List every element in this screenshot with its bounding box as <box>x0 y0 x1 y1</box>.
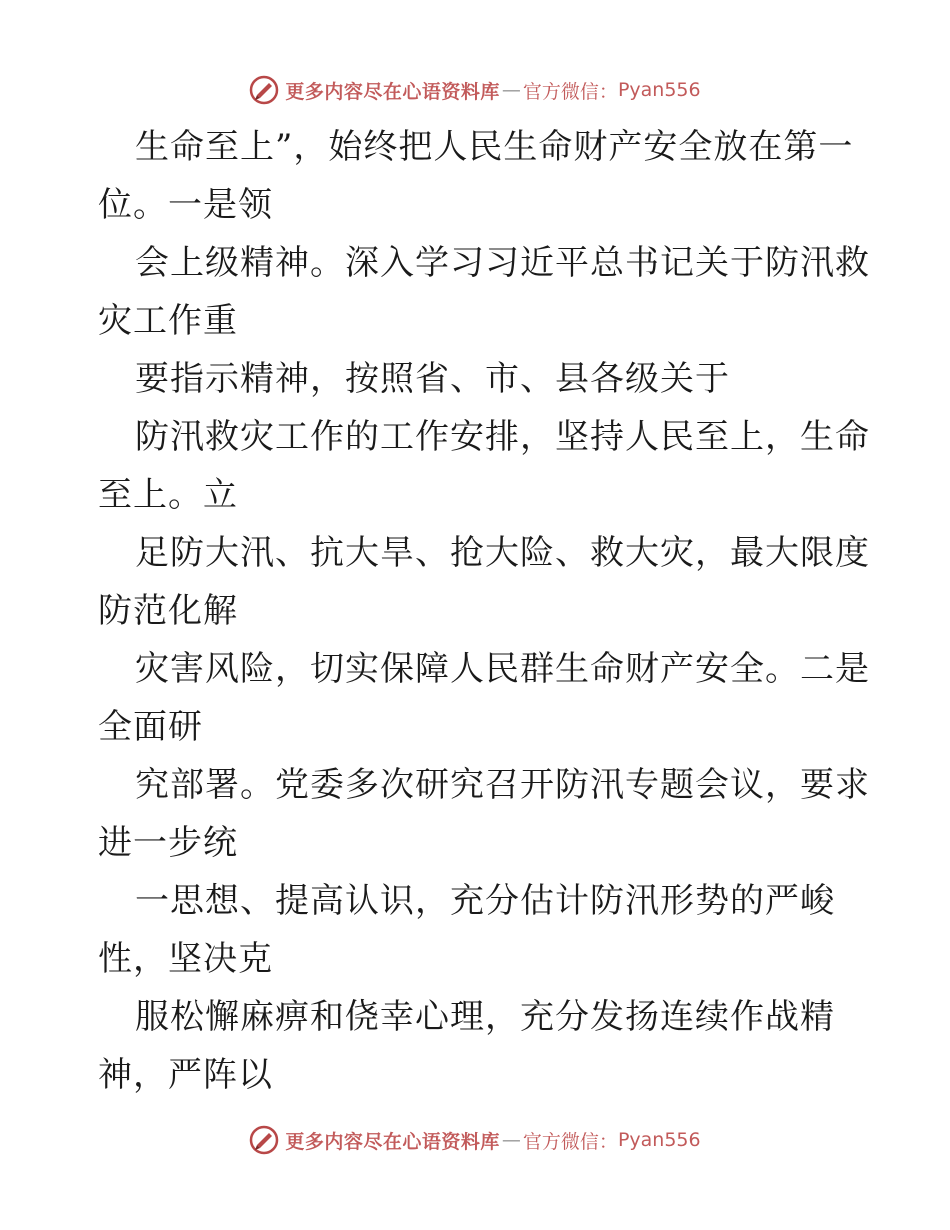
pen-logo-icon <box>249 75 279 105</box>
text-line: 会上级精神。深入学习习近平总书记关于防汛救 <box>135 243 870 283</box>
text-line: 灾工作重 <box>98 301 238 341</box>
text-line: 性，坚决克 <box>98 939 273 979</box>
text-line: 灾害风险，切实保障人民群生命财产安全。二是 <box>135 649 870 689</box>
text-line: 位。一是领 <box>98 185 273 225</box>
text-line: 足防大汛、抗大旱、抢大险、救大灾，最大限度 <box>135 533 870 573</box>
text-line: 一思想、提高认识，充分估计防汛形势的严峻 <box>135 881 835 921</box>
text-line: 至上。立 <box>98 475 238 515</box>
banner-handle: Pyan556 <box>617 79 701 101</box>
text-line: 全面研 <box>98 707 203 747</box>
text-line: 服松懈麻痹和侥幸心理，充分发扬连续作战精 <box>135 997 835 1037</box>
text-line: 防汛救灾工作的工作安排，坚持人民至上，生命 <box>135 417 870 457</box>
text-line: 究部署。党委多次研究召开防汛专题会议，要求 <box>135 765 870 805</box>
text-line: 防范化解 <box>98 591 238 631</box>
banner-wechat-label: 官方微信： <box>522 80 618 103</box>
text-line: 生命至上”，始终把人民生命财产安全放在第一 <box>135 127 854 167</box>
banner-dash: — <box>501 1129 521 1151</box>
banner-brand: 更多内容尽在心语资料库 <box>285 80 500 103</box>
header-banner <box>0 70 950 110</box>
pen-logo-icon <box>249 1125 279 1155</box>
text-line: 神，严阵以 <box>98 1055 273 1095</box>
banner-wechat-label: 官方微信： <box>522 1130 618 1153</box>
banner-handle: Pyan556 <box>617 1129 701 1151</box>
text-line: 进一步统 <box>98 823 238 863</box>
banner-dash: — <box>501 79 521 101</box>
text-line: 要指示精神，按照省、市、县各级关于 <box>135 359 730 399</box>
footer-banner <box>0 1120 950 1160</box>
banner-brand: 更多内容尽在心语资料库 <box>285 1130 500 1153</box>
document-body <box>98 118 870 1104</box>
